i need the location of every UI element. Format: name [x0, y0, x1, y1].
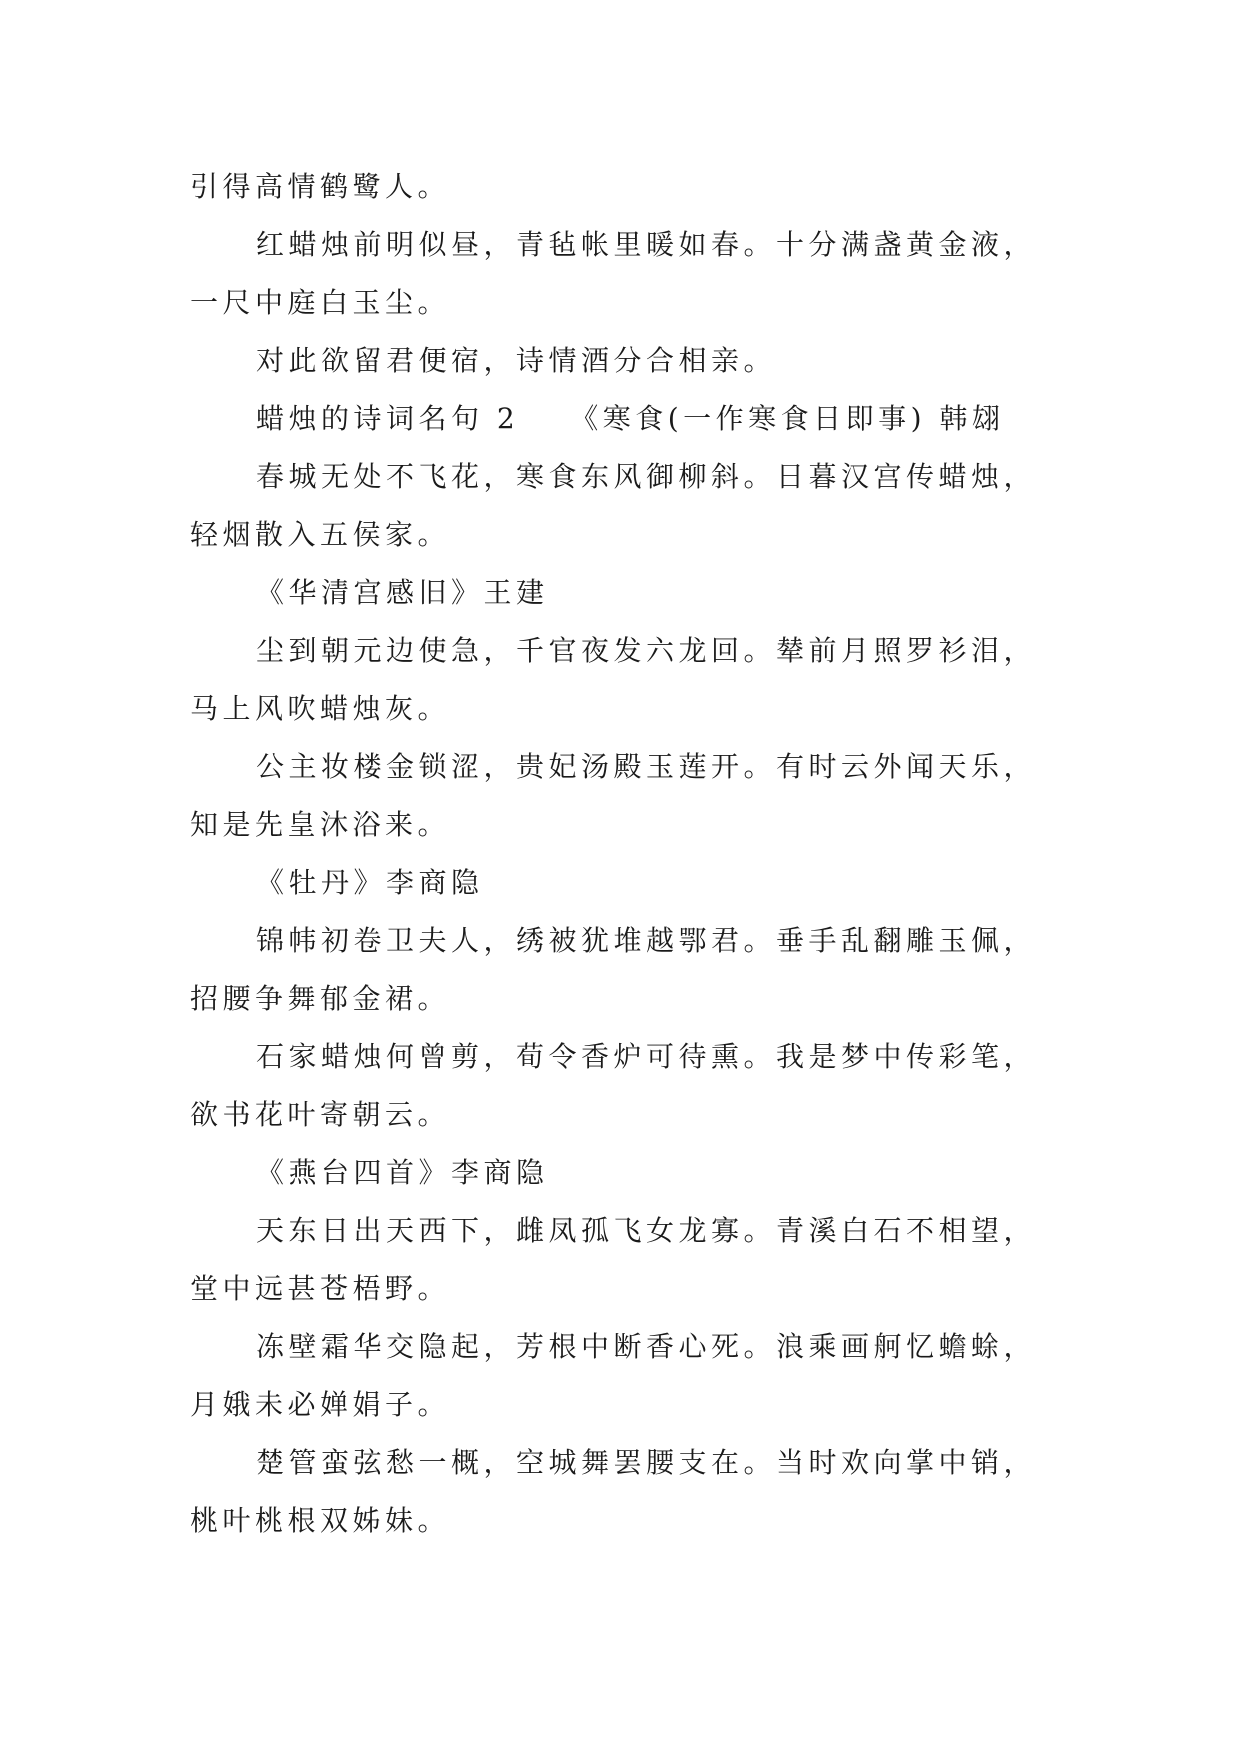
poem-title: 《燕台四首》李商隐 [256, 1156, 549, 1189]
text-line: 月娥未必婵娟子。 [190, 1388, 451, 1421]
section-heading: 蜡烛的诗词名句 2 《寒食(一作寒食日即事) 韩翃 [256, 402, 1005, 435]
text-line: 尘到朝元边使急，千官夜发六龙回。辇前月照罗衫泪， [256, 634, 1037, 667]
text-line: 锦帏初卷卫夫人，绣被犹堆越鄂君。垂手乱翻雕玉佩， [256, 924, 1037, 957]
text-line: 天东日出天西下，雌凤孤飞女龙寡。青溪白石不相望， [256, 1214, 1037, 1247]
text-line: 知是先皇沐浴来。 [190, 808, 451, 841]
text-line: 一尺中庭白玉尘。 [190, 286, 451, 319]
text-line: 堂中远甚苍梧野。 [190, 1272, 451, 1305]
text-line: 欲书花叶寄朝云。 [190, 1098, 451, 1131]
text-line: 引得高情鹤鹭人。 [190, 170, 451, 203]
text-line: 红蜡烛前明似昼，青毡帐里暖如春。十分满盏黄金液， [256, 228, 1037, 261]
text-line: 春城无处不飞花，寒食东风御柳斜。日暮汉宫传蜡烛， [256, 460, 1037, 493]
text-line: 桃叶桃根双姊妹。 [190, 1504, 451, 1537]
text-line: 公主妆楼金锁涩，贵妃汤殿玉莲开。有时云外闻天乐， [256, 750, 1037, 783]
document-body [190, 158, 1070, 1550]
text-line: 轻烟散入五侯家。 [190, 518, 451, 551]
text-line: 对此欲留君便宿，诗情酒分合相亲。 [256, 344, 777, 377]
poem-title: 《华清宫感旧》王建 [256, 576, 549, 609]
text-line: 冻壁霜华交隐起，芳根中断香心死。浪乘画舸忆蟾蜍， [256, 1330, 1037, 1363]
text-line: 石家蜡烛何曾剪，荀令香炉可待熏。我是梦中传彩笔， [256, 1040, 1037, 1073]
text-line: 马上风吹蜡烛灰。 [190, 692, 451, 725]
poem-title: 《牡丹》李商隐 [256, 866, 484, 899]
text-line: 招腰争舞郁金裙。 [190, 982, 451, 1015]
text-line: 楚管蛮弦愁一概，空城舞罢腰支在。当时欢向掌中销， [256, 1446, 1037, 1479]
